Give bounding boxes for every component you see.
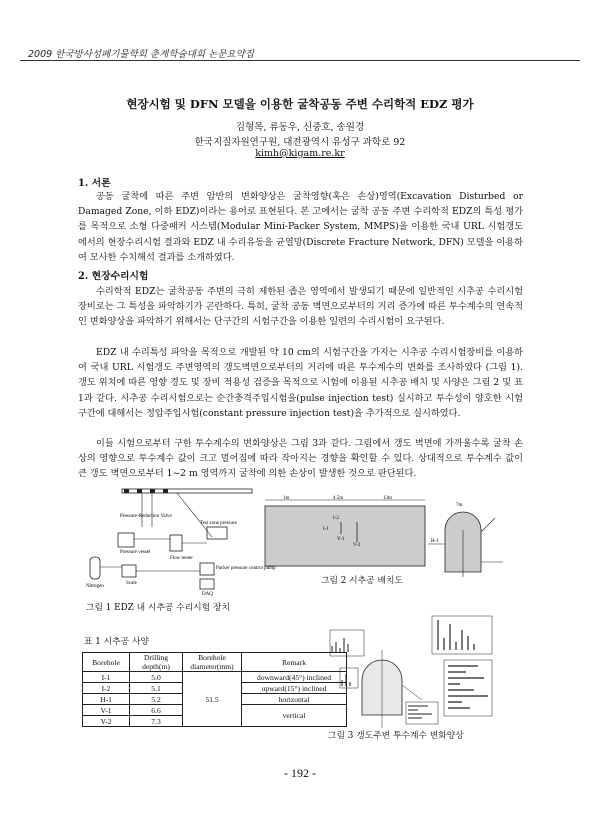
cell-borehole: V-1 (83, 705, 130, 716)
borehole-label-v2: V-2 (353, 543, 361, 548)
label-scale: Scale (126, 581, 137, 586)
profile-panel-mid-left (340, 668, 358, 688)
dim-label-4-5m: 4.5m (333, 496, 344, 501)
label-pressure-reduction-valve: Pressure-Reduction Valve (120, 514, 172, 519)
table-row (83, 672, 347, 683)
dim-label-7m: 7m (456, 503, 463, 508)
cell-depth: 7.3 (130, 716, 183, 727)
cell-depth: 5.0 (130, 672, 183, 683)
col-header-remark: Remark (242, 653, 347, 672)
cell-remark: horizontal (242, 694, 347, 705)
profile-panel-bottom (406, 702, 438, 724)
intro-paragraph: 공동 굴착에 따른 주변 암반의 변화양상은 굴착영향(혹은 손상)영역(Excavation Disturbed or Damaged Zone, 이하 EDZ)이라는 용어로 표현된다. 본 고에서는 굴착 공동 주변 수리학적 EDZ의 특성 평가를 목적으로 소형 다중패커 시스템(Modular Mini-Packer System, MMPS)을 이용한 국내 URL 시험갱도에서의 현장수리시험 결과와 EDZ 내 수리유동을 균열망(Discrete Fracture Network, DFN) 모델을 이용하여 모사한 수치해석 결과를 소개하였다. (78, 191, 523, 263)
cell-remark: upward(15°) inclined (242, 683, 347, 694)
fig1-apparatus-schematic (82, 487, 276, 597)
label-daq: DAQ (202, 592, 213, 597)
fig1-caption: 그림 1 EDZ 내 시추공 수리시험 장치 (86, 603, 230, 613)
email-link[interactable]: kimh@kigam.re.kr (255, 148, 345, 159)
cell-depth: 6.6 (130, 705, 183, 716)
fig3-permeability-profiles (322, 610, 512, 728)
borehole-spec-table (82, 652, 347, 727)
borehole-label-i1: I-1 (323, 527, 329, 532)
proceedings-header: 2009 한국방사성폐기물학회 춘계학술대회 논문요약집 (28, 49, 254, 60)
section-heading-field-test: 2. 현장수리시험 (78, 271, 149, 282)
dim-label-1m: 1m (283, 496, 290, 501)
field-test-paragraph-3: 이들 시험으로부터 구한 투수계수의 변화양상은 그림 3과 같다. 그림에서 갱도 벽면에 가까울수록 굴착 손상의 영향으로 투수계수 값이 크고 멀어짐에 따라 작아지는 경향을 확인할 수 있다. 상대적으로 투수계수 값이 큰 갱도 벽면으로부터 1~2 m 영역까지 굴착에 의한 손상이 발생한 것으로 판단된다. (78, 438, 523, 480)
col-header-depth: Drilling depth(m) (130, 653, 183, 672)
borehole-label-i2: I-2 (333, 516, 339, 521)
cell-depth: 5.2 (130, 694, 183, 705)
col-header-diameter: Borehole diameter(mm) (183, 653, 242, 672)
page-number: - 192 - (284, 766, 316, 780)
paper-title: 현장시험 및 DFN 모델을 이용한 굴착공동 주변 수리학적 EDZ 평가 (126, 97, 474, 111)
profile-panel-top-left (330, 630, 364, 656)
label-packer-pump: Packer pressure control pump (216, 566, 276, 571)
fig2-caption: 그림 2 시추공 배치도 (321, 576, 403, 586)
borehole-label-h1: H-1 (431, 539, 439, 544)
label-test-zone-pressure: Test zone pressure (200, 521, 237, 526)
author-affiliation: 한국지질자원연구원, 대전광역시 유성구 과학로 92 (194, 137, 406, 148)
label-nitrogen: Nitrogen (86, 584, 104, 589)
table1-caption: 표 1 시추공 사양 (84, 637, 149, 647)
field-test-paragraph-2: EDZ 내 수리특성 파악을 목적으로 개발된 약 10 cm의 시험구간을 가지는 시추공 수리시험장비를 이용하여 국내 URL 시험갱도 주변영역의 갱도벽면으로부터의 거리에 따른 투수계수의 변화를 조사하였다 (그림 1). 갱도 위치에 따른 영향 경도 및 장비 적용성 검증을 목적으로 시험에 이용된 시추공 배치 및 사양은 그림 2 및 표 1과 같다. 시추공 수리시험으로는 순간충격주입시험을(pulse injection test) 실시하고 투수성이 양호한 시험구간에 대해서는 정압주입시험(constant pressure injection test)을 추가적으로 실시하였다. (78, 347, 523, 419)
cell-depth: 5.1 (130, 683, 183, 694)
cell-borehole: V-2 (83, 716, 130, 727)
header-rule (20, 60, 580, 61)
label-flow-meter: Flow meter (170, 556, 193, 561)
cell-borehole: I-2 (83, 683, 130, 694)
cell-remark: vertical (242, 705, 347, 727)
cell-borehole: I-1 (83, 672, 130, 683)
profile-panel-top-right (432, 616, 492, 654)
fig3-caption: 그림 3 갱도주변 투수계수 변화양상 (328, 731, 464, 741)
cell-borehole: H-1 (83, 694, 130, 705)
cell-remark: downward(45°) inclined (242, 672, 347, 683)
paper-authors: 김형목, 류동우, 신중호, 송원경 (235, 122, 365, 133)
table-header-row (83, 653, 347, 672)
cell-diameter: 51.5 (183, 672, 242, 727)
fig2-borehole-layout (263, 492, 523, 582)
profile-panel-right (444, 660, 492, 716)
borehole-label-v1: V-1 (337, 537, 345, 542)
label-pressure-vessel: Pressure vessel (120, 550, 151, 555)
col-header-borehole: Borehole (83, 653, 130, 672)
dim-label-13m: 13m (383, 496, 392, 501)
field-test-paragraph-1: 수리학적 EDZ는 굴착공동 주변의 극히 제한된 좁은 영역에서 발생되기 때문에 일반적인 시추공 수리시험 장비로는 그 특성을 파악하기가 곤란하다. 특히, 굴착 공동 벽면으로부터의 거리 증가에 따른 투수계수의 연속적인 변화양상을 파악하기 위해서는 단구간의 시험구간을 이용한 일련의 수리시험이 요구된다. (78, 286, 523, 328)
author-email[interactable] (0, 148, 600, 159)
section-heading-intro: 1. 서론 (78, 178, 111, 189)
